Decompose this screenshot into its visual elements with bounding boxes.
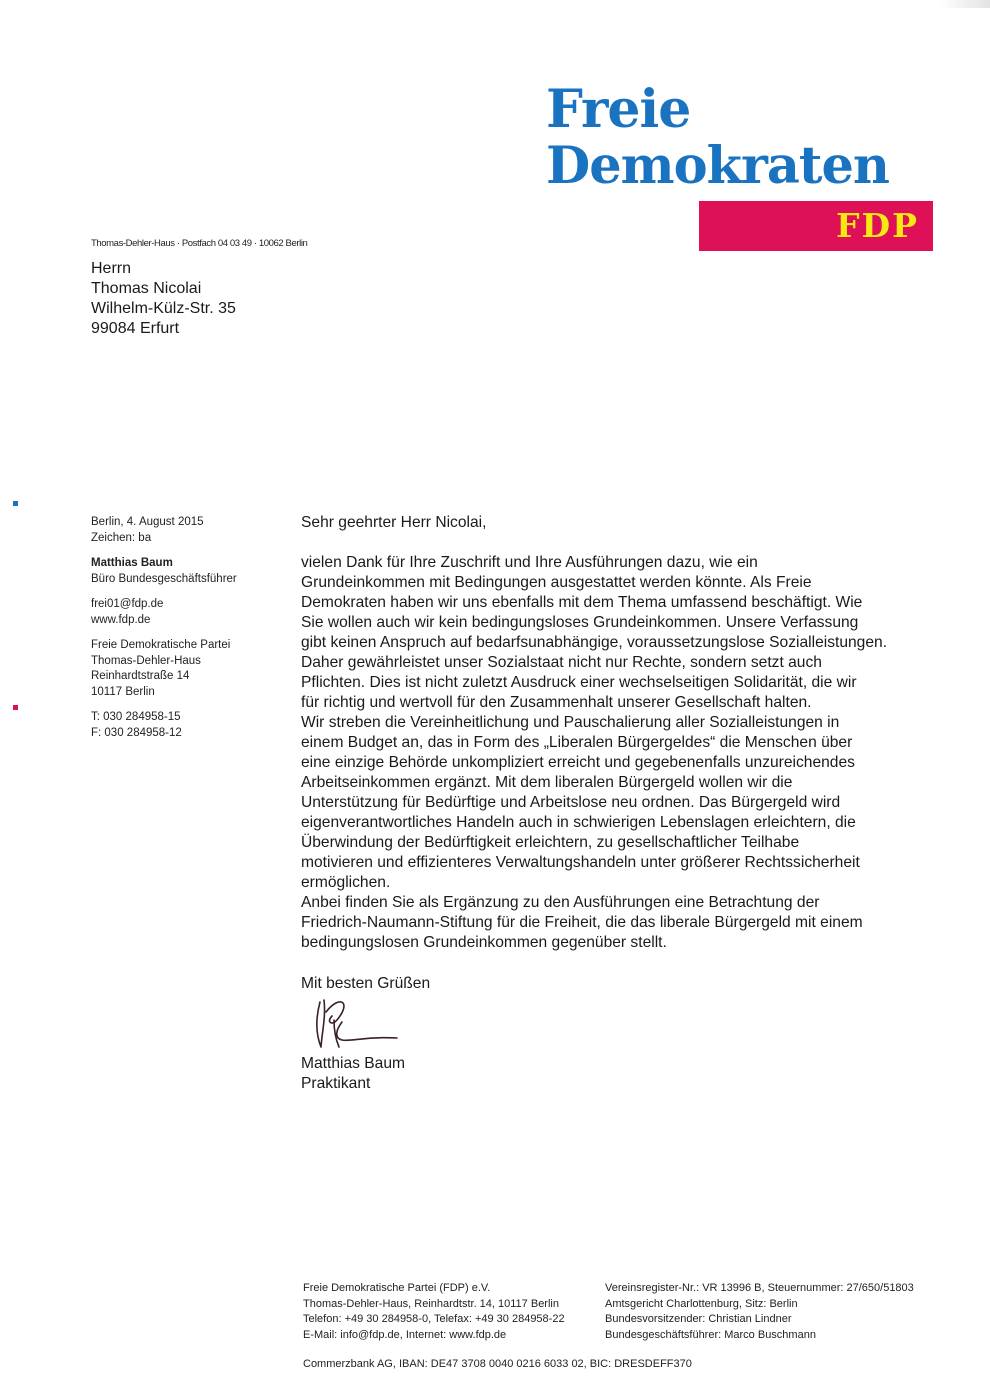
contact-website[interactable]: www.fdp.de [91, 613, 151, 626]
org-name: Freie Demokratische Partei [91, 639, 231, 651]
logo-word-demokraten: Demokraten [546, 136, 889, 196]
footer-line: E-Mail: info@fdp.de, Internet: www.fdp.de [303, 1328, 507, 1341]
body-line: Wir streben die Vereinheitlichung und Pauschalierung aller Sozialleistungen in [301, 714, 840, 731]
recipient-salutation: Herrn [91, 260, 132, 277]
contact-phone: T: 030 284958-15 [91, 711, 181, 723]
body-line: Unterstützung für Bedürftige und Arbeitslose neu ordnen. Das Bürgergeld wird [301, 794, 841, 811]
footer-legal [605, 1281, 914, 1343]
letter-date: Berlin, 4. August 2015 [91, 516, 204, 528]
footer-line: Thomas-Dehler-Haus, Reinhardtstr. 14, 10117 Berlin [303, 1297, 559, 1310]
body-line: Überwindung der Bedürftigkeit erleichtern, zu gesellschaftlicher Teilhabe [301, 834, 800, 851]
logo-word-freie: Freie [546, 79, 691, 140]
footer-line: Telefon: +49 30 284958-0, Telefax: +49 30 284958-22 [303, 1313, 565, 1325]
footer-line: Bundesgeschäftsführer: Marco Buschmann [605, 1328, 816, 1341]
body-line: Daher gewährleistet unser Sozialstaat nicht nur Rechte, sondern setzt auch [301, 654, 822, 671]
contact-email[interactable]: frei01@fdp.de [91, 598, 164, 610]
footer-line: Vereinsregister-Nr.: VR 13996 B, Steuernummer: 27/650/51803 [605, 1282, 914, 1294]
fold-mark-red [13, 705, 18, 710]
signer-block [301, 1054, 405, 1094]
body-line: Arbeitseinkommen ergänzt. Mit dem liberalen Bürgergeld wollen wir die [301, 774, 793, 791]
signer-title: Praktikant [301, 1075, 371, 1092]
recipient-city: 99084 Erfurt [91, 320, 180, 337]
footer-address [303, 1281, 565, 1343]
body-line: ermöglichen. [301, 874, 391, 891]
footer-line: Freie Demokratische Partei (FDP) e.V. [303, 1282, 491, 1294]
signer-name: Matthias Baum [301, 1055, 406, 1072]
org-street: Reinhardtstraße 14 [91, 670, 190, 682]
contact-name: Matthias Baum [91, 557, 173, 569]
contact-department: Büro Bundesgeschäftsführer [91, 572, 237, 585]
reference-code: Zeichen: ba [91, 531, 152, 544]
recipient-street: Wilhelm-Külz-Str. 35 [91, 300, 236, 317]
footer-line: Bundesvorsitzender: Christian Lindner [605, 1313, 792, 1325]
org-city: 10117 Berlin [91, 685, 155, 698]
body-line: Sie wollen auch wir kein bedingungsloses Grundeinkommen. Unsere Verfassung [301, 614, 859, 631]
body-line: Grundeinkommen mit Bedingungen ausgestattet werden könnte. Als Freie [301, 574, 812, 591]
body-line: für richtig und wertvoll für den Zusammenhalt unserer Gesellschaft halten. [301, 694, 812, 711]
logo-fdp-bar [699, 201, 933, 251]
scan-artifact [940, 0, 990, 8]
letter-closing: Mit besten Grüßen [301, 975, 431, 992]
body-line: Demokraten haben wir uns ebenfalls mit dem Thema umfassend beschäftigt. Wie [301, 594, 863, 611]
sender-info-block [91, 515, 281, 741]
body-line: eigenverantwortliches Handeln auch in schwierigen Lebenslagen erleichtern, die [301, 814, 856, 831]
recipient-name: Thomas Nicolai [91, 280, 202, 297]
body-line: Anbei finden Sie als Ergänzung zu den Ausführungen eine Betrachtung der [301, 894, 820, 911]
handwritten-signature [312, 992, 412, 1052]
body-line: vielen Dank für Ihre Zuschrift und Ihre Ausführungen dazu, wie ein [301, 554, 758, 571]
contact-fax: F: 030 284958-12 [91, 726, 182, 739]
body-line: Pflichten. Dies ist nicht zuletzt Ausdruck einer wechselseitigen Solidarität, die wir [301, 674, 857, 691]
org-building: Thomas-Dehler-Haus [91, 654, 201, 667]
recipient-address [91, 259, 236, 339]
body-line: einem Budget an, das in Form des „Liberalen Bürgergeldes“ die Menschen über [301, 734, 853, 751]
body-line: eine einzige Behörde unkompliziert erreicht und gegebenenfalls unzureichendes [301, 754, 855, 771]
footer-line: Amtsgericht Charlottenburg, Sitz: Berlin [605, 1297, 798, 1310]
sender-return-address: Thomas-Dehler-Haus · Postfach 04 03 49 · 10062 Berlin [91, 238, 308, 249]
body-line: bedingungslosen Grundeinkommen gegenüber stellt. [301, 934, 667, 951]
letter-body [301, 513, 941, 953]
fold-mark-blue [13, 501, 18, 506]
body-line: Friedrich-Naumann-Stiftung für die Freiheit, die das liberale Bürgergeld mit einem [301, 914, 863, 931]
body-line: motivieren und effizienteres Verwaltungshandeln unter größerer Rechtssicherheit [301, 854, 860, 871]
logo-fdp-text: FDP [836, 206, 919, 245]
letter-greeting: Sehr geehrter Herr Nicolai, [301, 514, 487, 531]
footer-bank-details: Commerzbank AG, IBAN: DE47 3708 0040 0216 6033 02, BIC: DRESDEFF370 [303, 1358, 692, 1370]
body-line: gibt keinen Anspruch auf bedarfsunabhängige, voraussetzungslose Sozialleistungen. [301, 634, 888, 651]
